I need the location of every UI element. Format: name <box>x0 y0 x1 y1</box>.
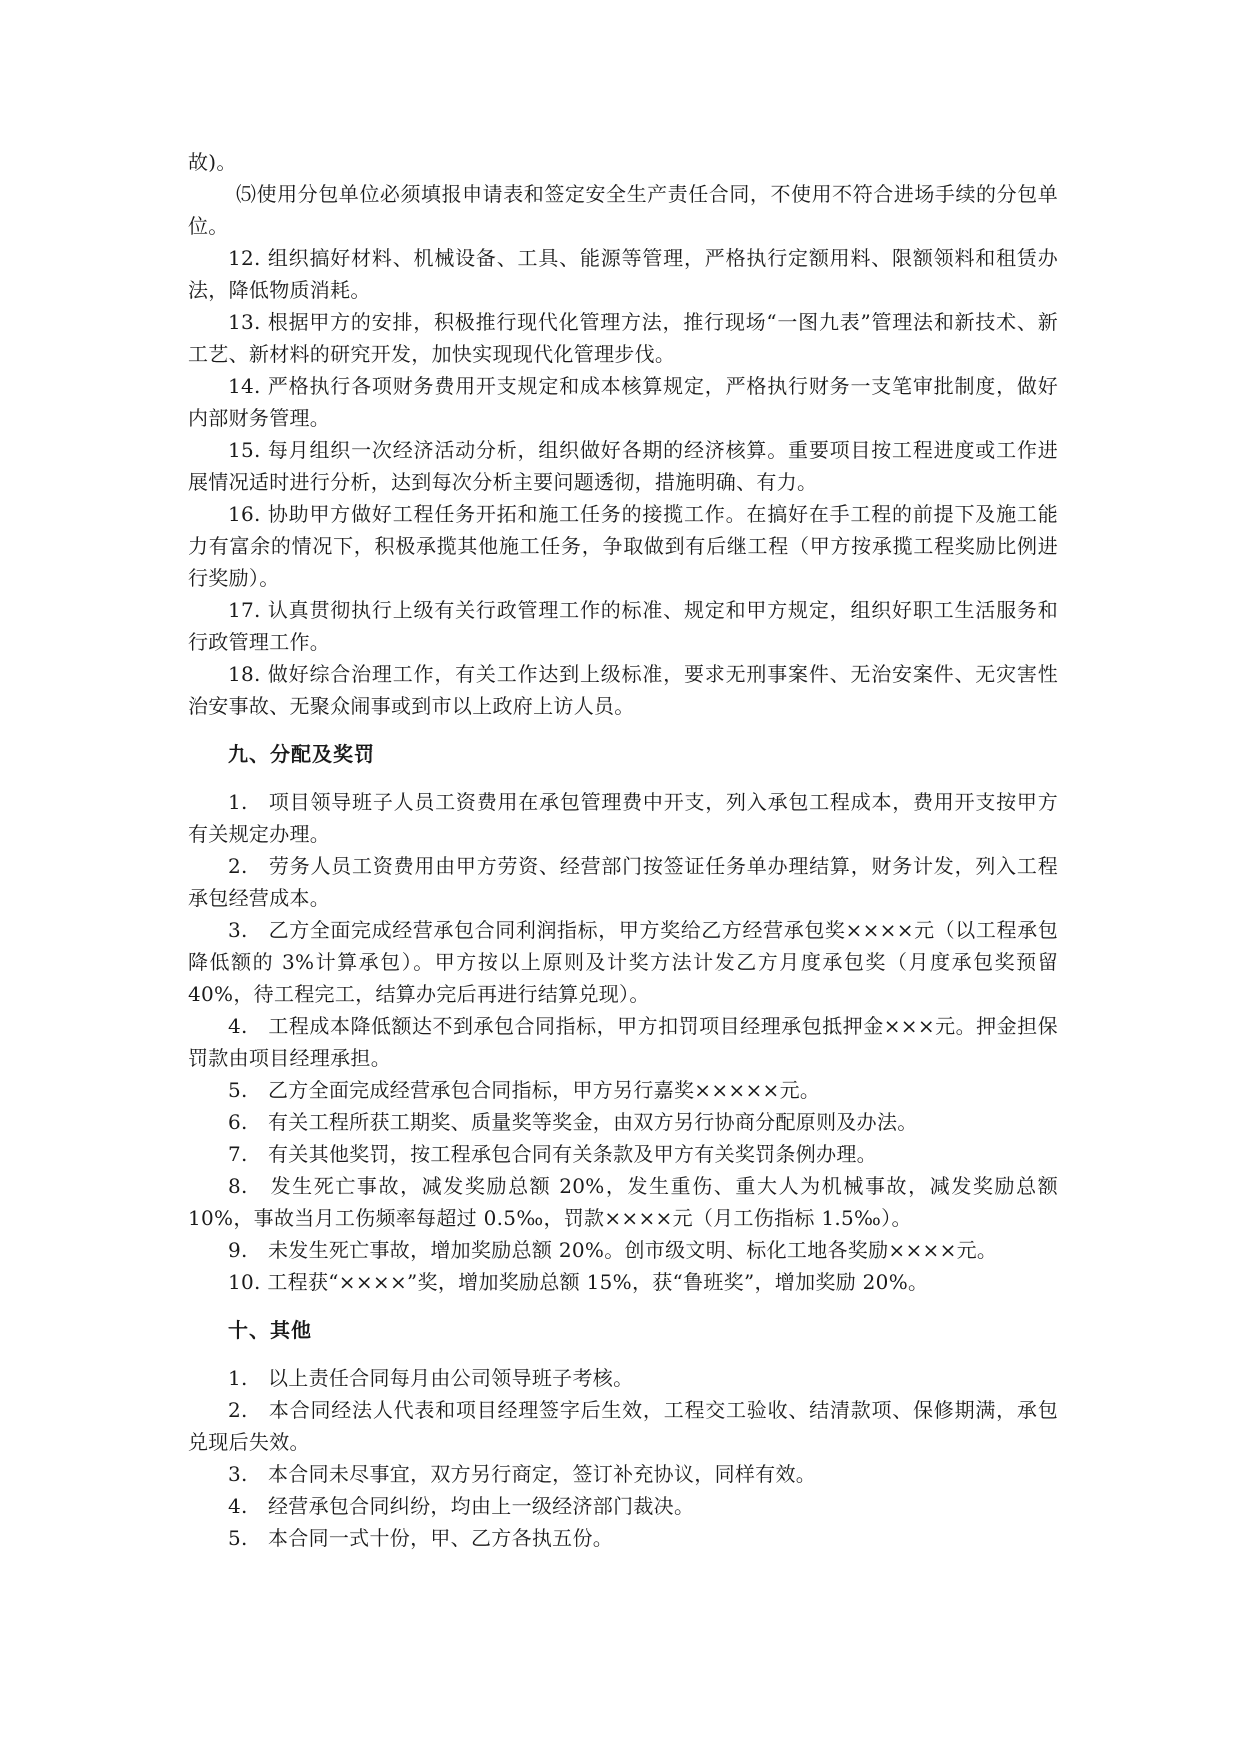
section9-item-2: 2. 劳务人员工资费用由甲方劳资、经营部门按签证任务单办理结算，财务计发，列入工程承包经营成本。 <box>188 854 1058 910</box>
section10-item-2: 2. 本合同经法人代表和项目经理签字后生效，工程交工验收、结清款项、保修期满，承包兑现后失效。 <box>188 1398 1058 1454</box>
paragraph-subitem-5: ⑸使用分包单位必须填报申请表和签定安全生产责任合同，不使用不符合进场手续的分包单位。 <box>188 182 1058 238</box>
section9-item-10: 10. 工程获“××××”奖，增加奖励总额 15%，获“鲁班奖”，增加奖励 20%。 <box>228 1270 929 1294</box>
section10-item-3: 3. 本合同未尽事宜，双方另行商定，签订补充协议，同样有效。 <box>228 1462 817 1486</box>
section8-item-12: 12. 组织搞好材料、机械设备、工具、能源等管理，严格执行定额用料、限额领料和租赁办法，降低物质消耗。 <box>188 246 1058 302</box>
section8-item-15: 15. 每月组织一次经济活动分析，组织做好各期的经济核算。重要项目按工程进度或工作进展情况适时进行分析，达到每次分析主要问题透彻，措施明确、有力。 <box>188 438 1058 494</box>
section10-heading: 十、其他 <box>228 1318 312 1342</box>
section8-item-18: 18. 做好综合治理工作，有关工作达到上级标准，要求无刑事案件、无治安案件、无灾害性治安事故、无聚众闹事或到市以上政府上访人员。 <box>188 662 1058 718</box>
section9-item-4: 4. 工程成本降低额达不到承包合同指标，甲方扣罚项目经理承包抵押金×××元。押金担保罚款由项目经理承担。 <box>188 1014 1058 1070</box>
section10-item-4: 4. 经营承包合同纠纷，均由上一级经济部门裁决。 <box>228 1494 695 1518</box>
section9-item-1: 1. 项目领导班子人员工资费用在承包管理费中开支，列入承包工程成本，费用开支按甲方有关规定办理。 <box>188 790 1058 846</box>
section9-item-8: 8. 发生死亡事故，减发奖励总额 20%，发生重伤、重大人为机械事故，减发奖励总额 10%，事故当月工伤频率每超过 0.5‰，罚款××××元（月工伤指标 1.5‰）。 <box>188 1174 1058 1230</box>
section9-item-9: 9. 未发生死亡事故，增加奖励总额 20%。创市级文明、标化工地各奖励××××元。 <box>228 1238 998 1262</box>
section8-item-17: 17. 认真贯彻执行上级有关行政管理工作的标准、规定和甲方规定，组织好职工生活服务和行政管理工作。 <box>188 598 1058 654</box>
document-body <box>188 146 1058 1554</box>
section8-item-13: 13. 根据甲方的安排，积极推行现代化管理方法，推行现场“一图九表”管理法和新技术、新工艺、新材料的研究开发，加快实现现代化管理步伐。 <box>188 310 1058 366</box>
section10-item-1: 1. 以上责任合同每月由公司领导班子考核。 <box>228 1366 634 1390</box>
paragraph-continuation: 故)。 <box>188 150 237 174</box>
section9-heading: 九、分配及奖罚 <box>228 742 375 766</box>
section9-item-5: 5. 乙方全面完成经营承包合同指标，甲方另行嘉奖×××××元。 <box>228 1078 821 1102</box>
section9-item-7: 7. 有关其他奖罚，按工程承包合同有关条款及甲方有关奖罚条例办理。 <box>228 1142 877 1166</box>
section9-item-6: 6. 有关工程所获工期奖、质量奖等奖金，由双方另行协商分配原则及办法。 <box>228 1110 918 1134</box>
section9-item-3: 3. 乙方全面完成经营承包合同利润指标，甲方奖给乙方经营承包奖××××元（以工程承包降低额的 3%计算承包）。甲方按以上原则及计奖方法计发乙方月度承包奖（月度承包奖预留 40%，待工程完工，结算办完后再进行结算兑现）。 <box>188 918 1058 1006</box>
section8-item-16: 16. 协助甲方做好工程任务开拓和施工任务的接揽工作。在搞好在手工程的前提下及施工能力有富余的情况下，积极承揽其他施工任务，争取做到有后继工程（甲方按承揽工程奖励比例进行奖励）。 <box>188 502 1058 590</box>
section10-item-5: 5. 本合同一式十份，甲、乙方各执五份。 <box>228 1526 614 1550</box>
section8-item-14: 14. 严格执行各项财务费用开支规定和成本核算规定，严格执行财务一支笔审批制度，做好内部财务管理。 <box>188 374 1058 430</box>
